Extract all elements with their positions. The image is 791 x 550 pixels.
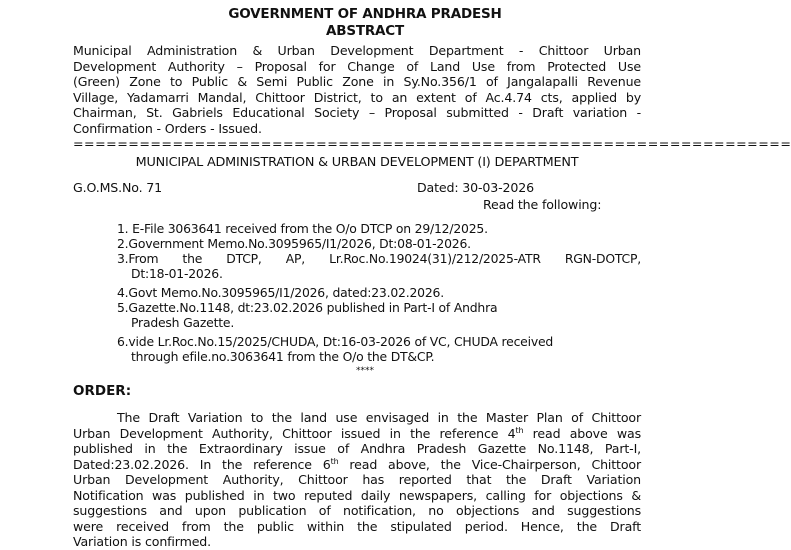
abstract-heading: ABSTRACT — [325, 23, 405, 39]
reference-item-5: 5.Gazette.No.1148, dt:23.02.2026 published in Part-I of Andhra — [117, 300, 498, 315]
reference-item-3: 3.From the DTCP, AP, Lr.Roc.No.19024(31)/212/2025-ATR RGN-DOTCP, — [117, 251, 641, 266]
government-heading: GOVERNMENT OF ANDHRA PRADESH — [228, 6, 502, 22]
reference-item-2: 2.Government Memo.No.3095965/I1/2026, Dt:08-01-2026. — [117, 236, 471, 251]
reference-item-6-continued: through efile.no.3063641 from the O/o the DT&CP. — [131, 349, 435, 364]
order-heading: ORDER: — [73, 383, 132, 399]
go-date: Dated: 30-03-2026 — [417, 180, 534, 195]
reference-item-3-continued: Dt:18-01-2026. — [131, 266, 223, 281]
order-line: Notification was published in two reputed daily newspapers, calling for objections & — [73, 487, 641, 503]
reference-item-4: 4.Govt Memo.No.3095965/I1/2026, dated:23.02.2026. — [117, 285, 444, 300]
reference-item-5-continued: Pradesh Gazette. — [131, 315, 235, 330]
reference-item-6: 6.vide Lr.Roc.No.15/2025/CHUDA, Dt:16-03-2026 of VC, CHUDA received — [117, 334, 554, 349]
section-stars: **** — [356, 366, 374, 376]
order-line: suggestions and upon publication of notification, no objections and suggestions — [73, 503, 641, 518]
order-line: Urban Development Authority, Chittoor has reported that the Draft Variation — [73, 472, 641, 487]
abstract-line: Chairman, St. Gabriels Educational Society – Proposal submitted - Draft variation - — [73, 105, 641, 120]
abstract-line: Village, Yadamarri Mandal, Chittoor District, to an extent of Ac.4.74 cts, applied by — [73, 89, 641, 105]
abstract-line: Confirmation - Orders - Issued. — [73, 120, 262, 136]
abstract-line: Municipal Administration & Urban Development Department - Chittoor Urban — [73, 43, 641, 58]
department-heading: MUNICIPAL ADMINISTRATION & URBAN DEVELOPMENT (I) DEPARTMENT — [135, 155, 579, 170]
separator-line: ================================================================= — [73, 136, 791, 151]
abstract-line: (Green) Zone to Public & Semi Public Zone in Sy.No.356/1 of Jangalapalli Revenue — [73, 74, 641, 89]
order-line: Variation is confirmed. — [73, 534, 212, 549]
order-line: Urban Development Authority, Chittoor issued in the reference 4th read above was — [73, 425, 641, 441]
order-line: Dated:23.02.2026. In the reference 6th read above, the Vice-Chairperson, Chittoor — [73, 456, 641, 472]
read-following-label: Read the following: — [483, 197, 602, 212]
reference-item-1: 1. E-File 3063641 received from the O/o DTCP on 29/12/2025. — [117, 221, 488, 236]
order-line: published in the Extraordinary issue of Andhra Pradesh Gazette No.1148, Part-I, — [73, 441, 641, 456]
abstract-line: Development Authority – Proposal for Change of Land Use from Protected Use — [73, 58, 641, 74]
order-line: The Draft Variation to the land use envisaged in the Master Plan of Chittoor — [117, 410, 641, 425]
order-line: were received from the public within the stipulated period. Hence, the Draft — [73, 518, 641, 534]
go-number: G.O.MS.No. 71 — [73, 180, 163, 195]
